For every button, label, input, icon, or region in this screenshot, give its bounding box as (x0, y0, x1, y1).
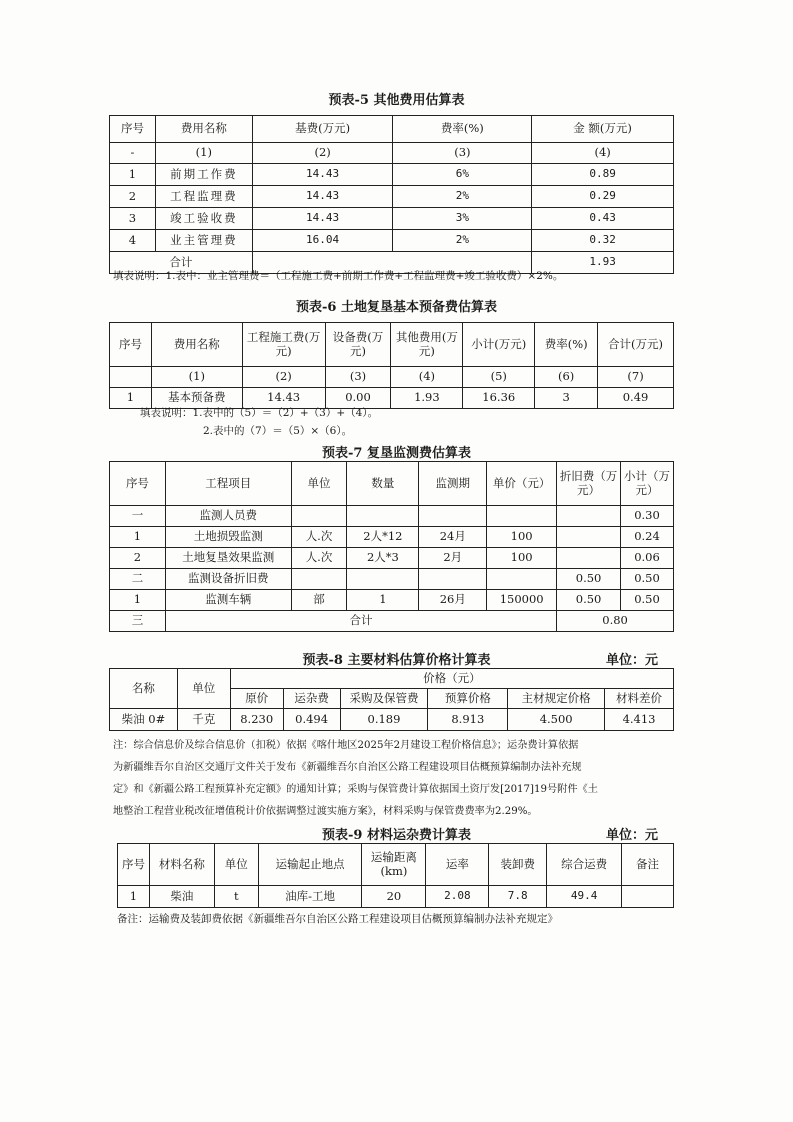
total-value: 1.93 (532, 252, 674, 274)
table6-title: 预表-6 土地复垦基本预备费估算表 (296, 300, 497, 315)
table8-note-line: 为新疆维吾尔自治区交通厅文件关于发布《新疆维吾尔自治区公路工程建设项目估概预算编制办法补充规 (113, 762, 582, 773)
table6 (109, 322, 674, 409)
table-cell: 0.24 (621, 527, 674, 548)
table-cell: 1.93 (391, 388, 463, 409)
table6-subheader-cell: (4) (391, 367, 463, 388)
table-cell: 3 (535, 388, 598, 409)
table-cell: 2 (110, 548, 166, 569)
table-cell (487, 506, 557, 527)
table9-header-cell: 单位 (214, 844, 258, 886)
table-cell: 8.913 (428, 709, 508, 731)
table6-header-cell: 工程施工费(万元) (242, 323, 325, 367)
table-cell: 三 (110, 611, 166, 632)
table-cell: 26月 (419, 590, 487, 611)
table8-header-cell: 名称 (110, 669, 178, 709)
table7-header-cell: 单位 (291, 462, 347, 506)
table7-total-row (110, 611, 674, 632)
table9-header-cell: 材料名称 (149, 844, 214, 886)
table6-header-cell: 其他费用(万元) (391, 323, 463, 367)
table5-header-cell: 金 额(万元) (532, 116, 674, 143)
table-cell: 1 (110, 590, 166, 611)
table8-subheader-cell: 材料差价 (605, 689, 674, 709)
table8-title: 预表-8 主要材料估算价格计算表 (302, 653, 491, 668)
table-cell (347, 506, 419, 527)
table8-subheader-cell: 运杂费 (283, 689, 340, 709)
table-cell: 4.500 (508, 709, 605, 731)
table-cell: 7.8 (489, 886, 547, 908)
table6-subheader-cell: (1) (151, 367, 242, 388)
table5-header-cell: 费率(%) (393, 116, 532, 143)
table8-subheader-cell: 采购及保管费 (340, 689, 428, 709)
table9-title: 预表-9 材料运杂费计算表 (322, 828, 471, 843)
table8-header-cell: 价格（元） (230, 669, 673, 689)
table-cell: 柴油 (149, 886, 214, 908)
table-cell: 人.次 (291, 527, 347, 548)
table-cell: 部 (291, 590, 347, 611)
table5-header-cell: 费用名称 (155, 116, 252, 143)
table-cell (557, 527, 621, 548)
table8-subheader-cell: 预算价格 (428, 689, 508, 709)
table-cell: 1 (110, 527, 166, 548)
table6-header-cell: 费率(%) (535, 323, 598, 367)
table6-note-2: 2.表中的（7）＝（5）×（6）。 (203, 425, 353, 437)
table9-header-cell: 综合运费 (547, 844, 622, 886)
table5-header-cell: 序号 (110, 116, 156, 143)
table-cell: 土地损毁监测 (165, 527, 291, 548)
table-cell: 20 (362, 886, 426, 908)
table-cell: 0.189 (340, 709, 428, 731)
table7-header-cell: 数量 (347, 462, 419, 506)
table-cell: 0.43 (532, 208, 674, 230)
table-cell: 土地复垦效果监测 (165, 548, 291, 569)
table-cell: 2人*3 (347, 548, 419, 569)
table5-header-cell: 基费(万元) (252, 116, 393, 143)
table-cell: 14.43 (252, 208, 393, 230)
table-cell: 2% (393, 230, 532, 252)
table8-subheader-cell: 原价 (230, 689, 283, 709)
table7-header-cell: 序号 (110, 462, 166, 506)
table-row (110, 548, 674, 569)
table6-subheader-cell: (6) (535, 367, 598, 388)
table6-subheader-cell: (5) (463, 367, 535, 388)
table-row (110, 186, 674, 208)
table-cell: 0.50 (557, 569, 621, 590)
table-cell: 100 (487, 548, 557, 569)
table-cell: 24月 (419, 527, 487, 548)
table-cell (419, 569, 487, 590)
table-cell: 0.49 (598, 388, 674, 409)
table9-header-cell: 序号 (118, 844, 150, 886)
table7-title: 预表-7 复垦监测费估算表 (322, 446, 471, 461)
table-row (118, 886, 674, 908)
table5-subheader-cell: (1) (155, 143, 252, 164)
table-cell: 0.00 (325, 388, 391, 409)
table-cell: 监测设备折旧费 (165, 569, 291, 590)
table-cell (557, 548, 621, 569)
table6-subheader-cell: (2) (242, 367, 325, 388)
table-row (110, 590, 674, 611)
table-cell (557, 506, 621, 527)
table-cell: 工程监理费 (155, 186, 252, 208)
table5 (109, 115, 674, 274)
total-label: 合计 (165, 611, 556, 632)
table9-header-cell: 备注 (622, 844, 674, 886)
table-cell: 2.08 (426, 886, 489, 908)
table-cell: 业主管理费 (155, 230, 252, 252)
table-cell: 二 (110, 569, 166, 590)
table-row (110, 230, 674, 252)
table-row (110, 527, 674, 548)
table8-note-line: 地整治工程营业税改征增值税计价依据调整过渡实施方案》，材料采购与保管费费率为2.29%。 (113, 806, 538, 817)
table-cell: 16.36 (463, 388, 535, 409)
table-cell: 0.494 (283, 709, 340, 731)
table-cell: 16.04 (252, 230, 393, 252)
table-cell: 0.50 (621, 569, 674, 590)
table-cell: 0.50 (621, 590, 674, 611)
table-cell: 0.32 (532, 230, 674, 252)
table-cell: 柴油 0# (110, 709, 178, 731)
table5-subheader-cell: (3) (393, 143, 532, 164)
table6-subheader-cell (110, 367, 152, 388)
table-cell: 基本预备费 (151, 388, 242, 409)
table-cell: 0.89 (532, 164, 674, 186)
table8-subheader-cell: 主材规定价格 (508, 689, 605, 709)
table-row (110, 164, 674, 186)
table-cell (419, 506, 487, 527)
table6-header-cell: 费用名称 (151, 323, 242, 367)
table9 (117, 843, 674, 908)
table7-header-cell: 监测期 (419, 462, 487, 506)
table-cell: 0.30 (621, 506, 674, 527)
table6-header-cell: 设备费(万元) (325, 323, 391, 367)
table8-header-cell: 单位 (177, 669, 230, 709)
table-cell (487, 569, 557, 590)
table-cell: 3 (110, 208, 156, 230)
table-cell: 3% (393, 208, 532, 230)
table-row (110, 709, 674, 731)
table-cell: 一 (110, 506, 166, 527)
table5-note: 填表说明：1.表中：业主管理费＝（工程施工费+前期工作费+工程监理费+竣工验收费）×2%。 (113, 270, 564, 282)
table-cell (347, 569, 419, 590)
table-cell: 人.次 (291, 548, 347, 569)
table6-header-cell: 小计(万元) (463, 323, 535, 367)
table9-header-cell: 运率 (426, 844, 489, 886)
table7-header-cell: 折旧费（万元） (557, 462, 621, 506)
table-cell (291, 569, 347, 590)
table-cell: t (214, 886, 258, 908)
table-cell: 前期工作费 (155, 164, 252, 186)
table-cell: 1 (110, 388, 152, 409)
total-value: 0.80 (557, 611, 674, 632)
table7 (109, 461, 674, 632)
table6-header-cell: 合计(万元) (598, 323, 674, 367)
table-cell: 0.50 (557, 590, 621, 611)
table7-header-cell: 单价（元） (487, 462, 557, 506)
table-row (110, 569, 674, 590)
table-cell: 1 (347, 590, 419, 611)
table-cell (291, 506, 347, 527)
table-cell: 2人*12 (347, 527, 419, 548)
table-cell: 2月 (419, 548, 487, 569)
table-cell: 8.230 (230, 709, 283, 731)
total-label: 合计 (110, 252, 253, 274)
table-row (110, 506, 674, 527)
table5-subheader-cell: (2) (252, 143, 393, 164)
table8 (109, 668, 674, 731)
table6-note-1: 填表说明：1.表中的（5）＝（2）+（3）+（4）。 (140, 407, 379, 419)
table9-header-cell: 运输距离(km) (362, 844, 426, 886)
table-cell: 竣工验收费 (155, 208, 252, 230)
table5-subheader-cell: - (110, 143, 156, 164)
table-row (110, 208, 674, 230)
table-cell: 1 (110, 164, 156, 186)
table-cell: 监测人员费 (165, 506, 291, 527)
table-cell: 1 (118, 886, 150, 908)
table5-subheader-cell: (4) (532, 143, 674, 164)
table-cell: 4 (110, 230, 156, 252)
table6-subheader-cell: (3) (325, 367, 391, 388)
table-cell (622, 886, 674, 908)
table-cell: 千克 (177, 709, 230, 731)
table7-header-cell: 小计（万元） (621, 462, 674, 506)
table-cell: 0.29 (532, 186, 674, 208)
table-cell: 2% (393, 186, 532, 208)
table-cell: 4.413 (605, 709, 674, 731)
table-cell: 100 (487, 527, 557, 548)
table-cell: 14.43 (242, 388, 325, 409)
table8-note-line: 定》和《新疆公路工程预算补充定额》的通知计算；采购与保管费计算依据国土资厅发[2017]19号附件《土 (113, 784, 598, 795)
table5-title: 预表-5 其他费用估算表 (328, 93, 465, 108)
table-cell: 0.06 (621, 548, 674, 569)
table-cell: 150000 (487, 590, 557, 611)
table6-subheader-cell: (7) (598, 367, 674, 388)
table7-header-cell: 工程项目 (165, 462, 291, 506)
table8-unit: 单位：元 (606, 653, 659, 668)
table9-note: 备注：运输费及装卸费依据《新疆维吾尔自治区公路工程建设项目估概预算编制办法补充规定》 (117, 913, 558, 925)
table-cell: 14.43 (252, 186, 393, 208)
table-cell: 14.43 (252, 164, 393, 186)
table-cell: 2 (110, 186, 156, 208)
table-cell: 49.4 (547, 886, 622, 908)
table-cell: 油库-工地 (258, 886, 362, 908)
table8-note-line: 注：综合信息价及综合信息价（扣税）依据《喀什地区2025年2月建设工程价格信息》；运杂费计算依据 (113, 740, 579, 751)
table-cell: 6% (393, 164, 532, 186)
table9-header-cell: 运输起止地点 (258, 844, 362, 886)
table-cell: 监测车辆 (165, 590, 291, 611)
table6-header-cell: 序号 (110, 323, 152, 367)
table9-unit: 单位：元 (606, 828, 659, 843)
table9-header-cell: 装卸费 (489, 844, 547, 886)
